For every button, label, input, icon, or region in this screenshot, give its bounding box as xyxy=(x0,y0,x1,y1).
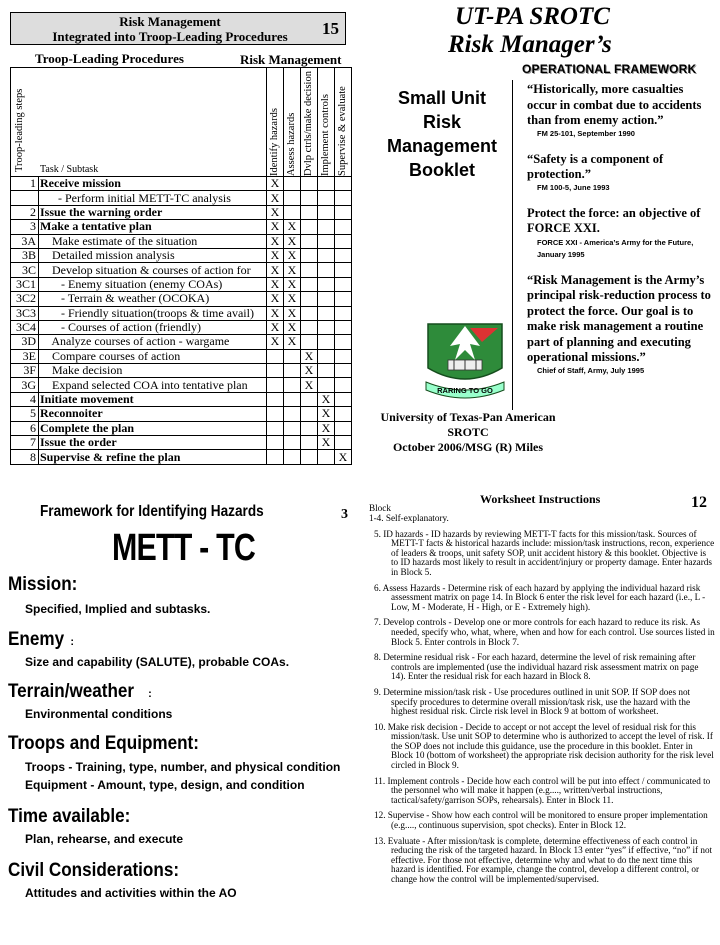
rm-mark-cell xyxy=(284,407,301,421)
section-enemy-heading: Enemy xyxy=(8,629,65,650)
section-troops-heading: Troops and Equipment: xyxy=(8,733,199,754)
rm-mark-cell xyxy=(284,378,301,392)
col-identify-hazards: Identify hazards xyxy=(267,68,284,177)
instruction-item: 1-4. Self-explanatory. xyxy=(369,513,449,523)
instruction-item: 12. Supervise - Show how each control will be monitored to ensure proper implementation (e.g...., continuous supervision, spot checks). Enter in Block 12. xyxy=(374,810,708,831)
step-task: Develop situation & courses of action for xyxy=(39,263,267,277)
rm-mark-cell xyxy=(318,277,335,291)
step-task: - Perform initial METT-TC analysis xyxy=(39,191,267,205)
rm-mark-cell: X xyxy=(267,320,284,334)
step-task: - Friendly situation(troops & time avail) xyxy=(39,306,267,320)
rm-mark-cell: X xyxy=(267,248,284,262)
rm-mark-cell: X xyxy=(301,349,318,363)
rm-mark-cell xyxy=(284,205,301,219)
rm-mark-cell xyxy=(301,191,318,205)
section-enemy-sub: Size and capability (SALUTE), probable COAs. xyxy=(25,655,290,669)
table-row xyxy=(11,450,352,464)
instruction-item: 10. Make risk decision - Decide to accept or not accept the level of residual risk for this mission/task. Use unit SOP to determine who is authorized to accept the level of risk. If the SOP does not include this guidance, use the procedure in this booklet. Enter in Block 10 (bottom of worksheet) the appropriate risk decision authority for the risk level circled in Block 9. xyxy=(374,721,714,771)
rm-mark-cell xyxy=(267,421,284,435)
section-time-sub: Plan, rehearse, and execute xyxy=(25,832,184,846)
crest-motto: RARING TO GO xyxy=(437,386,493,395)
risk-managers-title: Risk Manager’s xyxy=(448,31,612,58)
rm-mark-cell xyxy=(318,263,335,277)
step-task: - Courses of action (friendly) xyxy=(39,320,267,334)
instruction-item: 11. Implement controls - Decide how each control will be put into effect / communicated to the personnel who will make it happen (e.g...., written/verbal instructions, tactical/safety/garrison SOPs, rehearsals). Enter in Block 11. xyxy=(374,775,711,805)
rm-mark-cell xyxy=(267,392,284,406)
rm-mark-cell xyxy=(335,205,352,219)
step-number: 6 xyxy=(11,421,39,435)
step-number: 3A xyxy=(11,234,39,248)
troop-leading-steps-label: Troop-leading steps xyxy=(14,88,25,172)
table-row xyxy=(11,320,352,334)
col-supervise-evaluate: Supervise & evaluate xyxy=(335,68,352,177)
quotes-column xyxy=(527,82,712,375)
rm-mark-cell xyxy=(301,205,318,219)
page-number-12: 12 xyxy=(691,494,707,511)
rm-mark-cell xyxy=(335,220,352,234)
table-row xyxy=(11,407,352,421)
rm-mark-cell xyxy=(301,306,318,320)
rm-mark-cell: X xyxy=(284,320,301,334)
rm-mark-cell: X xyxy=(267,220,284,234)
rm-mark-cell xyxy=(335,292,352,306)
rm-mark-cell xyxy=(335,248,352,262)
step-task: - Enemy situation (enemy COAs) xyxy=(39,277,267,291)
table-row xyxy=(11,263,352,277)
step-task: Detailed mission analysis xyxy=(39,248,267,262)
rm-mark-cell xyxy=(301,234,318,248)
table-row xyxy=(11,220,352,234)
quote-4: “Risk Management is the Army’s principal risk-reduction process to protect the force. Our goal is to make risk management a routine part of planning and executing operational missions.” xyxy=(527,272,711,364)
rm-mark-cell xyxy=(318,306,335,320)
unit-crest-logo xyxy=(420,320,510,400)
rm-mark-cell: X xyxy=(267,306,284,320)
table-row xyxy=(11,335,352,349)
rm-mark-cell: X xyxy=(335,450,352,464)
step-number: 3C4 xyxy=(11,320,39,334)
instruction-item: 9. Determine mission/task risk - Use procedures outlined in unit SOP. If SOP does not specify procedures to determine overall mission/task risk, use the hazard with the highest residual risk. Circle risk level in Block 9 at bottom of worksheet. xyxy=(374,686,691,717)
table-row xyxy=(11,306,352,320)
rm-mark-cell xyxy=(301,450,318,464)
col-assess-hazards: Assess hazards xyxy=(284,68,301,177)
risk-mgmt-header-box xyxy=(10,12,346,45)
rm-mark-cell xyxy=(335,177,352,191)
table-row xyxy=(11,392,352,406)
section-mission-heading: Mission: xyxy=(8,574,78,595)
step-task: Make a tentative plan xyxy=(39,220,267,234)
rm-mark-cell xyxy=(301,292,318,306)
step-number: 3E xyxy=(11,349,39,363)
step-task: Expand selected COA into tentative plan xyxy=(39,378,267,392)
step-number: 3G xyxy=(11,378,39,392)
rm-mark-cell: X xyxy=(301,378,318,392)
rm-mark-cell xyxy=(335,277,352,291)
rm-mark-cell: X xyxy=(267,177,284,191)
table-row xyxy=(11,364,352,378)
instruction-item: 8. Determine residual risk - For each hazard, determine the level of risk remaining after controls are implemented (use the individual hazard risk assessment matrix on page 14). Enter the residual risk for each hazard in Block 8. xyxy=(374,652,699,682)
rm-mark-cell: X xyxy=(284,234,301,248)
instruction-item: 13. Evaluate - After mission/task is complete, determine effectiveness of each control in reducing the risk of the targeted hazard. In Block 13 enter “yes” if effective, “no” if not effective. For those not effective, determine why and what to do the next time this hazard is identified. For example, change the control, develop a different control, or change how the control will be implemented/supervised. xyxy=(374,835,713,884)
step-task: Issue the warning order xyxy=(39,205,267,219)
step-number: 3C2 xyxy=(11,292,39,306)
mett-tc-heading: METT - TC xyxy=(112,527,256,569)
table-row xyxy=(11,234,352,248)
rm-mark-cell: X xyxy=(284,292,301,306)
table-row xyxy=(11,292,352,306)
rm-mark-cell xyxy=(335,392,352,406)
rm-mark-cell xyxy=(318,220,335,234)
rm-mark-cell xyxy=(318,320,335,334)
step-number: 3C xyxy=(11,263,39,277)
step-task: Reconnoiter xyxy=(39,407,267,421)
step-number: 2 xyxy=(11,205,39,219)
quote-1: “Historically, more casualties occur in combat due to accidents than from enemy action.” xyxy=(527,82,702,127)
booklet-title: Small Unit Risk Management Booklet xyxy=(386,88,498,180)
rm-mark-cell: X xyxy=(284,277,301,291)
rm-mark-cell xyxy=(335,234,352,248)
table-row xyxy=(11,205,352,219)
task-subtask-label: Task / Subtask xyxy=(40,164,99,175)
table-row xyxy=(11,177,352,191)
rm-mark-cell xyxy=(267,407,284,421)
section-civil-sub: Attitudes and activities within the AO xyxy=(25,886,237,900)
page-number-3: 3 xyxy=(341,507,348,522)
step-number: 5 xyxy=(11,407,39,421)
rm-mark-cell xyxy=(318,177,335,191)
page-number-15: 15 xyxy=(322,19,339,38)
vertical-divider xyxy=(512,80,513,410)
instruction-item: 5. ID hazards - ID hazards by reviewing METT-T facts for this mission/task. Sources of METT-T facts & historical hazards include: mission/task instructions, recon, experience of leaders & troops, unit safety SOP, unit accident history & this booklet. Objective is to ID hazards most likely to result in accident/injury or property damage. Enter hazards in Block 5. xyxy=(374,528,715,577)
mett-sections: Mission: Specified, Implied and subtasks. Enemy : Size and capability (SALUTE), probable COAs. Terrain/weather : Environmental conditions Troops and Equipment: Troops - Training, type, number, and physical condition Equipment - Amount, type, design, and condition Time available: Plan, rehearse, and execute Civil Considerations: Attitudes and activities within the AO xyxy=(8,574,358,900)
step-number xyxy=(11,191,39,205)
framework-title: Framework for Identifying Hazards xyxy=(40,503,264,520)
col-implement-controls: Implement controls xyxy=(318,68,335,177)
rm-mark-cell xyxy=(335,263,352,277)
rm-mark-cell xyxy=(284,177,301,191)
step-task: - Terrain & weather (OCOKA) xyxy=(39,292,267,306)
step-number: 4 xyxy=(11,392,39,406)
rm-mark-cell: X xyxy=(267,263,284,277)
step-task: Make estimate of the situation xyxy=(39,234,267,248)
rm-mark-cell: X xyxy=(284,248,301,262)
rm-mark-cell xyxy=(318,205,335,219)
header-line-1: Risk Management xyxy=(119,14,221,29)
troop-leading-title: Troop-Leading Procedures xyxy=(35,51,184,66)
rm-mark-cell xyxy=(301,335,318,349)
university-info: University of Texas-Pan American SROTC October 2006/MSG (R) Miles xyxy=(380,410,556,454)
step-task: Receive mission xyxy=(39,177,267,191)
quote-2-cite: FM 100-5, June 1993 xyxy=(537,182,610,192)
step-task: Supervise & refine the plan xyxy=(39,450,267,464)
step-number: 3B xyxy=(11,248,39,262)
table-row xyxy=(11,421,352,435)
operational-framework-subtitle: OPERATIONAL FRAMEWORK xyxy=(522,62,697,76)
rm-mark-cell xyxy=(284,450,301,464)
rm-mark-cell: X xyxy=(301,364,318,378)
rm-mark-cell xyxy=(301,277,318,291)
section-terrain-heading: Terrain/weather xyxy=(8,681,135,702)
rm-mark-cell xyxy=(301,263,318,277)
block-label: Block xyxy=(369,503,391,513)
quote-3: Protect the force: an objective of FORCE XXI. xyxy=(527,205,701,235)
rm-mark-cell xyxy=(284,191,301,205)
rm-mark-cell xyxy=(284,349,301,363)
quote-4-cite: Chief of Staff, Army, July 1995 xyxy=(537,365,645,375)
rm-mark-cell: X xyxy=(284,306,301,320)
quote-3-cite: FORCE XXI - America’s Army for the Future, January 1995 xyxy=(537,237,694,259)
rm-mark-cell xyxy=(335,320,352,334)
table-row xyxy=(11,349,352,363)
table-row xyxy=(11,277,352,291)
step-task: Make decision xyxy=(39,364,267,378)
section-terrain-sub: Environmental conditions xyxy=(25,707,173,721)
table-row xyxy=(11,248,352,262)
rm-mark-cell xyxy=(301,320,318,334)
section-civil-heading: Civil Considerations: xyxy=(8,860,180,881)
rm-mark-cell: X xyxy=(267,205,284,219)
rm-mark-cell xyxy=(318,378,335,392)
rm-mark-cell xyxy=(335,335,352,349)
risk-management-title: Risk Management xyxy=(240,52,342,67)
rm-mark-cell xyxy=(301,436,318,450)
header-line-2: Integrated into Troop-Leading Procedures xyxy=(52,29,288,44)
worksheet-instructions-title: Worksheet Instructions xyxy=(480,492,601,506)
rm-mark-cell xyxy=(318,335,335,349)
rm-mark-cell xyxy=(267,450,284,464)
instruction-item: 7. Develop controls - Develop one or more controls for each hazard to reduce its risk. As needed, specify who, what, where, when and how for each control. Use sources listed in Block 5. Enter controls in Block 7. xyxy=(374,617,715,647)
quote-1-cite: FM 25-101, September 1990 xyxy=(537,128,635,138)
step-number: 3D xyxy=(11,335,39,349)
section-troops-sub-2: Equipment - Amount, type, design, and condition xyxy=(25,778,305,792)
table-row xyxy=(11,436,352,450)
rm-mark-cell xyxy=(335,407,352,421)
rm-mark-cell: X xyxy=(284,220,301,234)
step-task: Compare courses of action xyxy=(39,349,267,363)
step-task: Issue the order xyxy=(39,436,267,450)
step-number: 3F xyxy=(11,364,39,378)
rm-mark-cell xyxy=(301,220,318,234)
rm-mark-cell xyxy=(301,248,318,262)
step-number: 8 xyxy=(11,450,39,464)
rm-mark-cell xyxy=(284,392,301,406)
rm-mark-cell xyxy=(301,177,318,191)
rm-mark-cell xyxy=(284,436,301,450)
rm-mark-cell: X xyxy=(284,263,301,277)
section-mission-sub: Specified, Implied and subtasks. xyxy=(25,602,211,616)
step-number: 3C3 xyxy=(11,306,39,320)
step-number: 3 xyxy=(11,220,39,234)
rm-mark-cell xyxy=(318,349,335,363)
rm-mark-cell xyxy=(335,421,352,435)
rm-mark-cell xyxy=(335,349,352,363)
worksheet-instructions-list xyxy=(369,514,715,891)
instruction-item: 6. Assess Hazards - Determine risk of each hazard by applying the individual hazard risk assessment matrix on page 14. In Block 6 enter the risk level for each hazard (i.e., L - Low, M - Moderate, H - High, or E - Extremely high). xyxy=(374,582,706,612)
rm-mark-cell xyxy=(335,364,352,378)
rm-mark-cell xyxy=(318,191,335,205)
rm-mark-cell xyxy=(267,349,284,363)
rm-mark-cell xyxy=(318,450,335,464)
rm-mark-cell xyxy=(301,407,318,421)
step-number: 3C1 xyxy=(11,277,39,291)
step-number: 1 xyxy=(11,177,39,191)
rm-mark-cell xyxy=(267,436,284,450)
rm-mark-cell: X xyxy=(318,421,335,435)
rm-mark-cell xyxy=(284,421,301,435)
rm-mark-cell xyxy=(267,364,284,378)
rm-mark-cell xyxy=(335,191,352,205)
table-header-cell xyxy=(11,68,267,177)
rm-mark-cell xyxy=(318,248,335,262)
step-task: Analyze courses of action - wargame xyxy=(39,335,267,349)
rm-mark-cell xyxy=(267,378,284,392)
rm-mark-cell: X xyxy=(267,191,284,205)
step-task: Complete the plan xyxy=(39,421,267,435)
rm-mark-cell: X xyxy=(267,234,284,248)
utpa-srotc-title: UT-PA SROTC xyxy=(455,3,610,30)
section-time-heading: Time available: xyxy=(8,806,131,827)
rm-mark-cell xyxy=(284,364,301,378)
rm-mark-cell xyxy=(301,421,318,435)
rm-mark-cell xyxy=(318,364,335,378)
step-number: 7 xyxy=(11,436,39,450)
quote-2: “Safety is a component of protection.” xyxy=(527,151,664,181)
risk-integration-table xyxy=(10,67,352,465)
rm-mark-cell xyxy=(335,436,352,450)
rm-mark-cell: X xyxy=(267,292,284,306)
rm-mark-cell xyxy=(335,306,352,320)
table-row xyxy=(11,378,352,392)
rm-mark-cell xyxy=(318,234,335,248)
rm-mark-cell xyxy=(301,392,318,406)
table-row xyxy=(11,191,352,205)
rm-mark-cell: X xyxy=(267,277,284,291)
step-task: Initiate movement xyxy=(39,392,267,406)
rm-mark-cell xyxy=(335,378,352,392)
rm-mark-cell: X xyxy=(318,436,335,450)
section-troops-sub-1: Troops - Training, type, number, and physical condition xyxy=(25,760,341,774)
rm-mark-cell: X xyxy=(284,335,301,349)
rm-mark-cell: X xyxy=(267,335,284,349)
rm-mark-cell: X xyxy=(318,407,335,421)
rm-mark-cell: X xyxy=(318,392,335,406)
rm-mark-cell xyxy=(318,292,335,306)
col-develop-controls: Dvlp ctrls/make decision xyxy=(301,68,318,177)
